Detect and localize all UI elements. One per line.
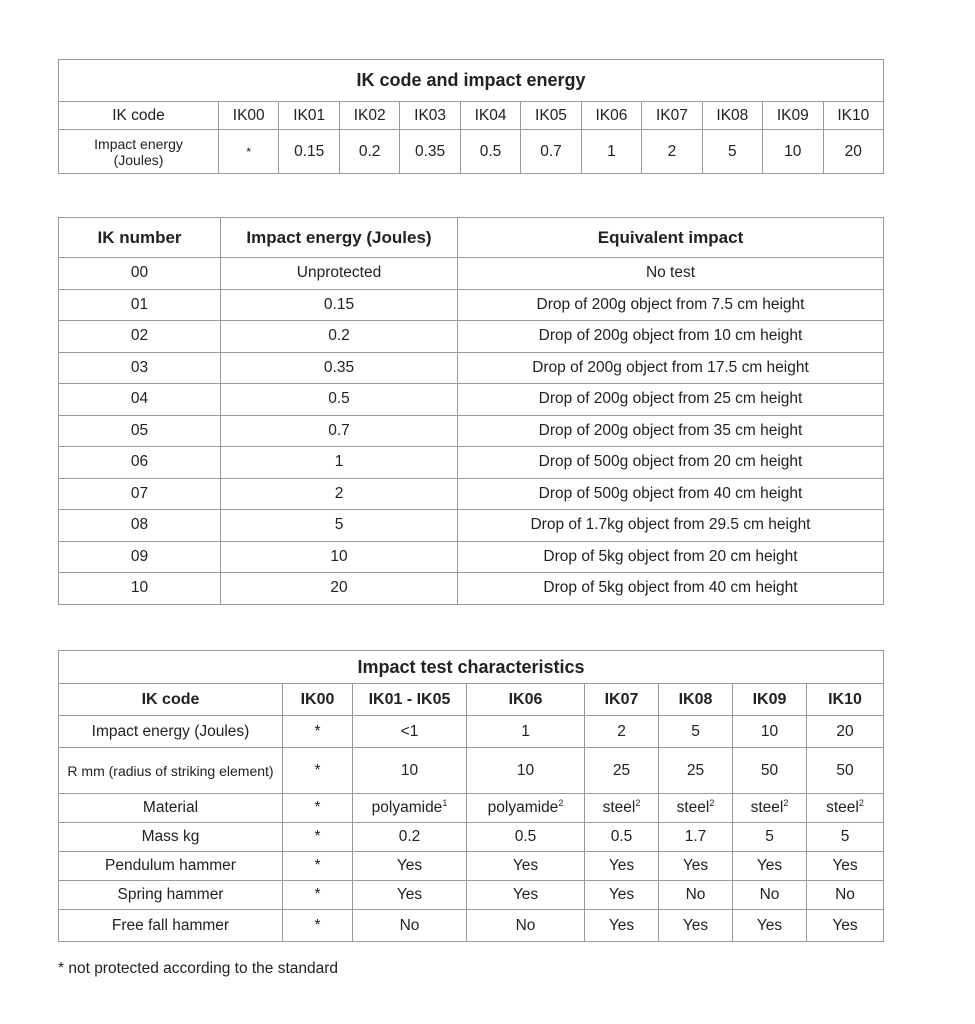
table3-row bbox=[59, 881, 884, 910]
table3-value-text: Yes bbox=[608, 857, 635, 874]
table1-energy-label-line2: (Joules) bbox=[113, 151, 164, 168]
table1-code-cell: IK03 bbox=[400, 102, 460, 130]
table3-value-text: 50 bbox=[760, 761, 779, 779]
table1-energy-cell: 2 bbox=[642, 130, 702, 174]
table3-value-cell bbox=[659, 881, 733, 910]
table3-value-text: * bbox=[314, 857, 321, 874]
table2-ik-number-cell: 06 bbox=[59, 447, 221, 479]
table3-value-cell bbox=[807, 910, 884, 942]
table3-value-cell bbox=[353, 852, 467, 881]
table3-row bbox=[59, 852, 884, 881]
material-footnote-marker: 2 bbox=[558, 797, 564, 808]
material-footnote-marker: 1 bbox=[442, 797, 448, 808]
table2-equivalent-cell: Drop of 5kg object from 40 cm height bbox=[458, 573, 884, 605]
table3-value-text: Yes bbox=[512, 857, 539, 874]
table1-energy-cell: 5 bbox=[702, 130, 762, 174]
table3-value-cell bbox=[585, 823, 659, 852]
table2-ik-number-cell: 03 bbox=[59, 352, 221, 384]
table3-value-text: steel bbox=[826, 799, 859, 816]
table3-value-cell bbox=[353, 716, 467, 748]
table3-value-text: Yes bbox=[608, 886, 635, 903]
table3-row-label-text: Free fall hammer bbox=[111, 916, 230, 934]
table2-row bbox=[59, 541, 884, 573]
table3-value-text: 25 bbox=[612, 761, 631, 779]
material-footnote-marker: 2 bbox=[635, 797, 641, 808]
table3-row-label bbox=[59, 881, 283, 910]
table3-header-row bbox=[59, 684, 884, 716]
table2-energy-cell: 2 bbox=[221, 478, 458, 510]
table3-value-cell bbox=[659, 716, 733, 748]
table2-energy-cell: Unprotected bbox=[221, 258, 458, 290]
table2-row bbox=[59, 478, 884, 510]
table3-value-text: * bbox=[314, 886, 321, 903]
table3-value-text: 5 bbox=[691, 722, 700, 740]
table2-equivalent-cell: Drop of 1.7kg object from 29.5 cm height bbox=[458, 510, 884, 542]
table3-value-cell bbox=[353, 794, 467, 823]
table2-equivalent-cell: Drop of 5kg object from 20 cm height bbox=[458, 541, 884, 573]
table3-value-text: Yes bbox=[756, 857, 783, 874]
table2-row bbox=[59, 573, 884, 605]
table1-code-cell: IK10 bbox=[823, 102, 883, 130]
table2-row bbox=[59, 415, 884, 447]
footnote: * not protected according to the standard bbox=[58, 960, 339, 977]
table3-value-text: 0.5 bbox=[514, 828, 537, 845]
table3-value-cell bbox=[733, 748, 807, 794]
table3-value-cell bbox=[807, 748, 884, 794]
table1-code-cell: IK02 bbox=[339, 102, 399, 130]
table3-value-cell bbox=[585, 794, 659, 823]
table3-value-text: * bbox=[314, 722, 321, 740]
table1-code-cell: IK01 bbox=[279, 102, 339, 130]
table3-value-text: No bbox=[685, 886, 706, 903]
table2-ik-number-cell: 05 bbox=[59, 415, 221, 447]
table1-energy-cell: 20 bbox=[823, 130, 883, 174]
table3-value-cell bbox=[585, 748, 659, 794]
table1-code-cell: IK04 bbox=[460, 102, 520, 130]
table3-header-cell: IK10 bbox=[807, 684, 884, 716]
table1-energy-row bbox=[59, 130, 884, 174]
table2-body bbox=[59, 258, 884, 605]
table2-header-impact-energy: Impact energy (Joules) bbox=[221, 218, 458, 258]
table3-value-text: Yes bbox=[682, 916, 709, 934]
table1-energy-label bbox=[59, 130, 219, 174]
table3-row-label-text: Pendulum hammer bbox=[105, 857, 236, 874]
table1-energy-cell: 0.5 bbox=[460, 130, 520, 174]
table3-value-text: Yes bbox=[832, 916, 858, 934]
table3-value-cell bbox=[659, 748, 733, 794]
table3-value-text: 1 bbox=[521, 722, 530, 740]
table3-body bbox=[59, 716, 884, 942]
table3-header-cell: IK01 - IK05 bbox=[353, 684, 467, 716]
table3-header-cell: IK09 bbox=[733, 684, 807, 716]
table3-value-text: No bbox=[399, 916, 420, 934]
table3-value-cell bbox=[467, 910, 585, 942]
table3-row-label bbox=[59, 852, 283, 881]
table3-value-text: 25 bbox=[686, 761, 705, 779]
table1-code-cell: IK07 bbox=[642, 102, 702, 130]
table3-value-cell bbox=[283, 852, 353, 881]
table3-value-text: * bbox=[314, 828, 321, 845]
table2-ik-number-cell: 01 bbox=[59, 289, 221, 321]
table1-code-cell: IK09 bbox=[763, 102, 823, 130]
table3-value-cell bbox=[353, 881, 467, 910]
table2-energy-cell: 0.7 bbox=[221, 415, 458, 447]
table3-value-text: * bbox=[314, 916, 321, 934]
table3-row bbox=[59, 794, 884, 823]
table2-equivalent-cell: Drop of 200g object from 7.5 cm height bbox=[458, 289, 884, 321]
table3-value-cell bbox=[283, 881, 353, 910]
table3-row bbox=[59, 910, 884, 942]
table3-value-cell bbox=[733, 716, 807, 748]
table3-value-cell bbox=[353, 748, 467, 794]
table2-row bbox=[59, 510, 884, 542]
table3-value-text: Yes bbox=[396, 886, 423, 903]
table1-code-cell: IK08 bbox=[702, 102, 762, 130]
table3-value-text: steel bbox=[750, 799, 784, 816]
table3-header-cell: IK06 bbox=[467, 684, 585, 716]
table3-value-text: No bbox=[759, 886, 780, 903]
table3-value-cell bbox=[807, 794, 884, 823]
table2-energy-cell: 1 bbox=[221, 447, 458, 479]
table3-value-text: 5 bbox=[840, 828, 850, 845]
table2-equivalent-cell: Drop of 200g object from 10 cm height bbox=[458, 321, 884, 353]
table3-row bbox=[59, 716, 884, 748]
table3-value-cell bbox=[283, 794, 353, 823]
table3-value-cell bbox=[353, 910, 467, 942]
table3-value-text: polyamide bbox=[371, 799, 443, 816]
table2-equivalent-cell: No test bbox=[458, 258, 884, 290]
ik-equivalent-impact-table bbox=[58, 217, 884, 605]
table3-value-text: 1.7 bbox=[684, 828, 707, 845]
table3-row-label-text: Mass kg bbox=[141, 828, 200, 845]
table3-value-text: steel bbox=[676, 799, 710, 816]
table1-energy-cell: 0.2 bbox=[339, 130, 399, 174]
table3-value-text: 10 bbox=[400, 761, 419, 779]
table1-energy-cell: * bbox=[219, 130, 279, 174]
table3-value-cell bbox=[733, 852, 807, 881]
material-footnote-marker: 2 bbox=[858, 797, 864, 808]
table3-value-cell bbox=[467, 881, 585, 910]
table3-value-text: <1 bbox=[400, 722, 419, 740]
table2-equivalent-cell: Drop of 200g object from 25 cm height bbox=[458, 384, 884, 416]
table3-value-cell bbox=[353, 823, 467, 852]
table3-row bbox=[59, 823, 884, 852]
table3-value-cell bbox=[733, 910, 807, 942]
table2-energy-cell: 0.35 bbox=[221, 352, 458, 384]
table3-row bbox=[59, 748, 884, 794]
table2-ik-number-cell: 00 bbox=[59, 258, 221, 290]
table3-value-text: 5 bbox=[765, 828, 774, 845]
table2-equivalent-cell: Drop of 200g object from 35 cm height bbox=[458, 415, 884, 447]
table1-energy-cell: 0.35 bbox=[400, 130, 460, 174]
table3-value-text: Yes bbox=[682, 857, 709, 874]
table3-header-cell: IK07 bbox=[585, 684, 659, 716]
table3-value-text: 2 bbox=[617, 722, 626, 740]
table2-header-row bbox=[59, 218, 884, 258]
table3-value-cell bbox=[807, 852, 884, 881]
table2-ik-number-cell: 10 bbox=[59, 573, 221, 605]
table1-code-cell: IK06 bbox=[581, 102, 641, 130]
table2-energy-cell: 20 bbox=[221, 573, 458, 605]
table3-row-label-text: Impact energy (Joules) bbox=[91, 722, 250, 740]
table3-value-cell bbox=[659, 852, 733, 881]
table2-ik-number-cell: 08 bbox=[59, 510, 221, 542]
table3-value-text: Yes bbox=[512, 886, 539, 903]
table2-row bbox=[59, 447, 884, 479]
table3-value-text: steel bbox=[602, 799, 636, 816]
table3-value-text: 50 bbox=[836, 761, 854, 779]
table2-ik-number-cell: 07 bbox=[59, 478, 221, 510]
table3-value-cell bbox=[585, 716, 659, 748]
table1-code-cell: IK05 bbox=[521, 102, 581, 130]
table3-value-text: 0.2 bbox=[398, 828, 421, 845]
table3-value-text: Yes bbox=[756, 916, 783, 934]
table2-energy-cell: 5 bbox=[221, 510, 458, 542]
table1-codes-label: IK code bbox=[59, 102, 219, 130]
table3-row-label bbox=[59, 716, 283, 748]
table3-value-cell bbox=[585, 852, 659, 881]
table2-equivalent-cell: Drop of 200g object from 17.5 cm height bbox=[458, 352, 884, 384]
table1-energy-cell: 0.15 bbox=[279, 130, 339, 174]
table1-energy-cell: 1 bbox=[581, 130, 641, 174]
impact-test-characteristics-table bbox=[58, 650, 884, 942]
table3-value-cell bbox=[733, 881, 807, 910]
table3-value-cell bbox=[467, 748, 585, 794]
table3-value-cell bbox=[585, 881, 659, 910]
table3-value-cell bbox=[467, 852, 585, 881]
table3-row-label bbox=[59, 748, 283, 794]
table3-value-cell bbox=[283, 716, 353, 748]
table1-energy-cell: 10 bbox=[763, 130, 823, 174]
table2-header-equivalent-impact: Equivalent impact bbox=[458, 218, 884, 258]
table3-value-cell bbox=[467, 716, 585, 748]
table3-value-cell bbox=[659, 910, 733, 942]
table3-value-text: Yes bbox=[396, 857, 423, 874]
ik-code-energy-table bbox=[58, 59, 884, 174]
table1-title: IK code and impact energy bbox=[59, 60, 884, 102]
table3-row-label-text: R mm (radius of striking element) bbox=[67, 762, 274, 779]
table1-energy-cell: 0.7 bbox=[521, 130, 581, 174]
table3-row-label bbox=[59, 910, 283, 942]
table2-row bbox=[59, 289, 884, 321]
table3-value-text: * bbox=[314, 761, 321, 779]
table3-value-cell bbox=[283, 910, 353, 942]
table1-codes-row bbox=[59, 102, 884, 130]
table2-equivalent-cell: Drop of 500g object from 40 cm height bbox=[458, 478, 884, 510]
table3-row-label-text: Spring hammer bbox=[117, 886, 224, 903]
table2-row bbox=[59, 384, 884, 416]
table3-value-text: polyamide bbox=[487, 799, 559, 816]
table1-energy-label-line1: Impact energy bbox=[94, 135, 183, 152]
table3-value-text: No bbox=[515, 916, 536, 934]
table3-value-cell bbox=[733, 823, 807, 852]
table2-row bbox=[59, 258, 884, 290]
table3-value-cell bbox=[807, 881, 884, 910]
table2-energy-cell: 0.15 bbox=[221, 289, 458, 321]
table3-value-text: Yes bbox=[608, 916, 635, 934]
table3-value-cell bbox=[807, 716, 884, 748]
table2-ik-number-cell: 09 bbox=[59, 541, 221, 573]
material-footnote-marker: 2 bbox=[709, 797, 715, 808]
table2-energy-cell: 0.5 bbox=[221, 384, 458, 416]
material-footnote-marker: 2 bbox=[783, 797, 789, 808]
table3-value-text: 20 bbox=[836, 722, 854, 740]
table2-header-ik-number: IK number bbox=[59, 218, 221, 258]
table2-ik-number-cell: 02 bbox=[59, 321, 221, 353]
table3-title: Impact test characteristics bbox=[59, 651, 884, 684]
table2-row bbox=[59, 321, 884, 353]
table2-row bbox=[59, 352, 884, 384]
table3-row-label bbox=[59, 823, 283, 852]
table3-value-text: 0.5 bbox=[610, 828, 633, 845]
table3-header-cell: IK00 bbox=[283, 684, 353, 716]
table3-row-label-text: Material bbox=[142, 799, 199, 816]
table3-header-cell: IK code bbox=[59, 684, 283, 716]
table3-value-cell bbox=[807, 823, 884, 852]
table3-header-cell: IK08 bbox=[659, 684, 733, 716]
table3-value-cell bbox=[283, 748, 353, 794]
table3-value-cell bbox=[659, 823, 733, 852]
table3-value-cell bbox=[467, 794, 585, 823]
table2-energy-cell: 10 bbox=[221, 541, 458, 573]
table3-value-text: 10 bbox=[516, 761, 535, 779]
table3-value-text: * bbox=[314, 799, 321, 816]
table3-value-text: Yes bbox=[832, 857, 858, 874]
table3-value-cell bbox=[733, 794, 807, 823]
table2-energy-cell: 0.2 bbox=[221, 321, 458, 353]
table2-equivalent-cell: Drop of 500g object from 20 cm height bbox=[458, 447, 884, 479]
table3-value-cell bbox=[585, 910, 659, 942]
table3-value-text: No bbox=[835, 886, 855, 903]
table3-row-label bbox=[59, 794, 283, 823]
table3-value-cell bbox=[659, 794, 733, 823]
table3-value-cell bbox=[283, 823, 353, 852]
table3-value-text: 10 bbox=[760, 722, 779, 740]
table2-ik-number-cell: 04 bbox=[59, 384, 221, 416]
table3-value-cell bbox=[467, 823, 585, 852]
table1-code-cell: IK00 bbox=[219, 102, 279, 130]
